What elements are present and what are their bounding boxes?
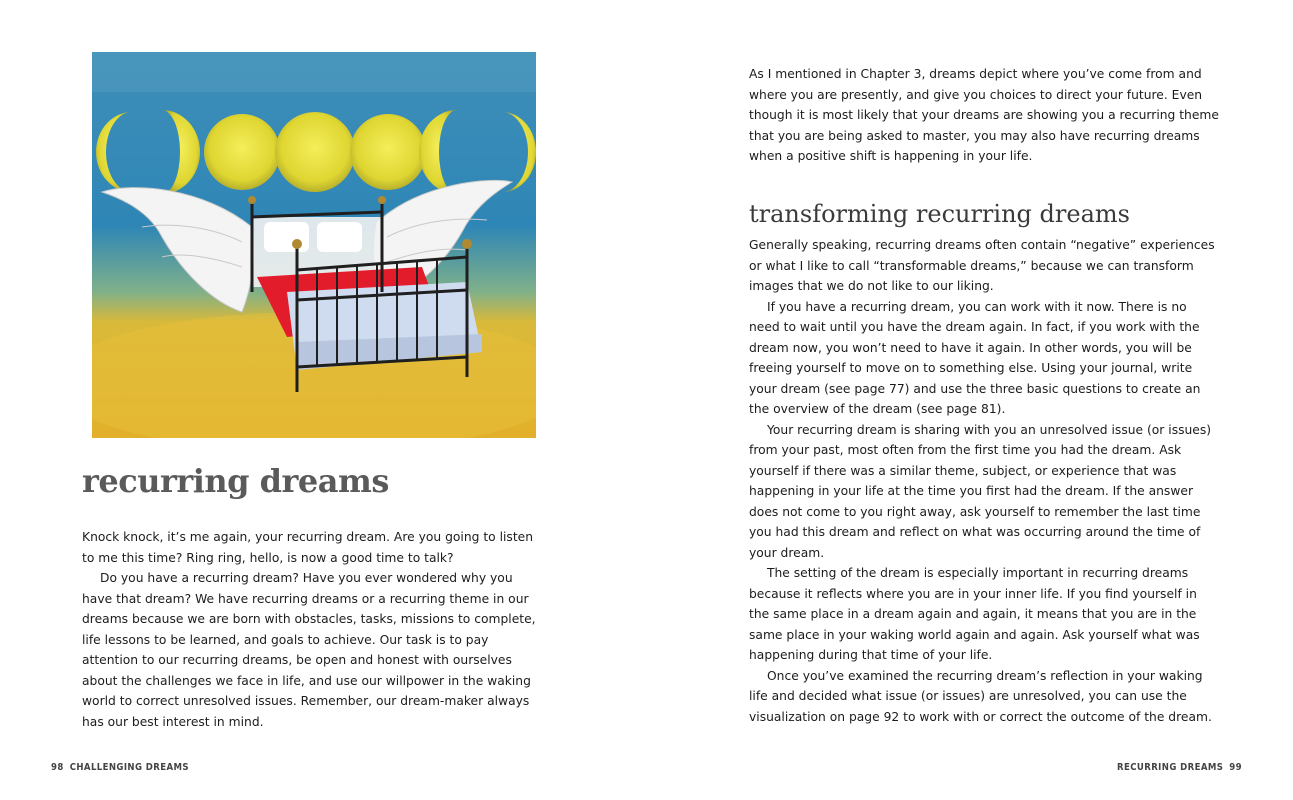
paragraph: Knock knock, it’s me again, your recurring dream. Are you going to listen to me this time? Ring ring, hello, is now a good time to talk? — [82, 530, 534, 565]
section-body-text — [749, 235, 1219, 727]
paragraph: Generally speaking, recurring dreams often contain “negative” experiences or what I like to call “transformable dreams,” because we can transform images that we do not like to our liking. — [749, 238, 1215, 293]
paragraph: Do you have a recurring dream? Have you ever wondered why you have that dream? We have recurring dreams or a recurring theme in our dreams because we are born with obstacles, tasks, missions to complete, life lessons to be learned, and goals to achieve. Our task is to pay attention to our recurring dreams, be open and honest with ourselves about the challenges we face in life, and use our willpower in the waking world to correct unresolved issues. Remember, our dream-maker always has our best interest in mind. — [82, 571, 536, 729]
paragraph: If you have a recurring dream, you can work with it now. There is no need to wait until you have the dream again. In fact, if you work with the dream now, you won’t need to have it again. In other words, you will be freeing yourself to move on to something else. Using your journal, write your dream (see page 77) and use the three basic questions to create an the overview of the dream (see page 81). — [749, 299, 1201, 416]
section-heading: transforming recurring dreams — [749, 200, 1130, 228]
paragraph: Your recurring dream is sharing with you an unresolved issue (or issues) from your past, most often from the first time you had the dream. Ask yourself if there was a similar theme, subject, or experience that was happening in your life at the time you first had the dream. If the answer does not come to you right away, ask yourself to remember the last time you had this dream and reflect on what was occurring around the time of your dream. — [749, 422, 1212, 560]
page-number: 98 — [51, 762, 64, 773]
right-footer — [1111, 762, 1242, 773]
dream-illustration — [92, 52, 536, 438]
running-head: RECURRING DREAMS — [1116, 762, 1224, 773]
paragraph: Once you’ve examined the recurring dream’s reflection in your waking life and decided what issue (or issues) are unresolved, you can use the visualization on page 92 to work with or correct the outcome of the dream. — [749, 668, 1212, 724]
left-body-text — [82, 527, 544, 732]
chapter-title: recurring dreams — [82, 462, 389, 500]
left-footer — [51, 762, 195, 773]
right-page — [647, 0, 1293, 800]
page-number: 99 — [1229, 762, 1242, 773]
left-page — [0, 0, 646, 800]
intro-text — [749, 64, 1219, 167]
paragraph: As I mentioned in Chapter 3, dreams depict where you’ve come from and where you are presently, and give you choices to direct your future. Even though it is most likely that your dreams are showing you a recurring theme that you are being asked to master, you may also have recurring dreams when a positive shift is happening in your life. — [749, 67, 1219, 163]
paragraph: The setting of the dream is especially important in recurring dreams because it reflects where you are in your inner life. If you find yourself in the same place in a dream again and again, it means that you are in the same place in your waking world again and again. Ask yourself what was happening during that time of your life. — [749, 566, 1200, 662]
running-head: CHALLENGING DREAMS — [69, 762, 189, 773]
